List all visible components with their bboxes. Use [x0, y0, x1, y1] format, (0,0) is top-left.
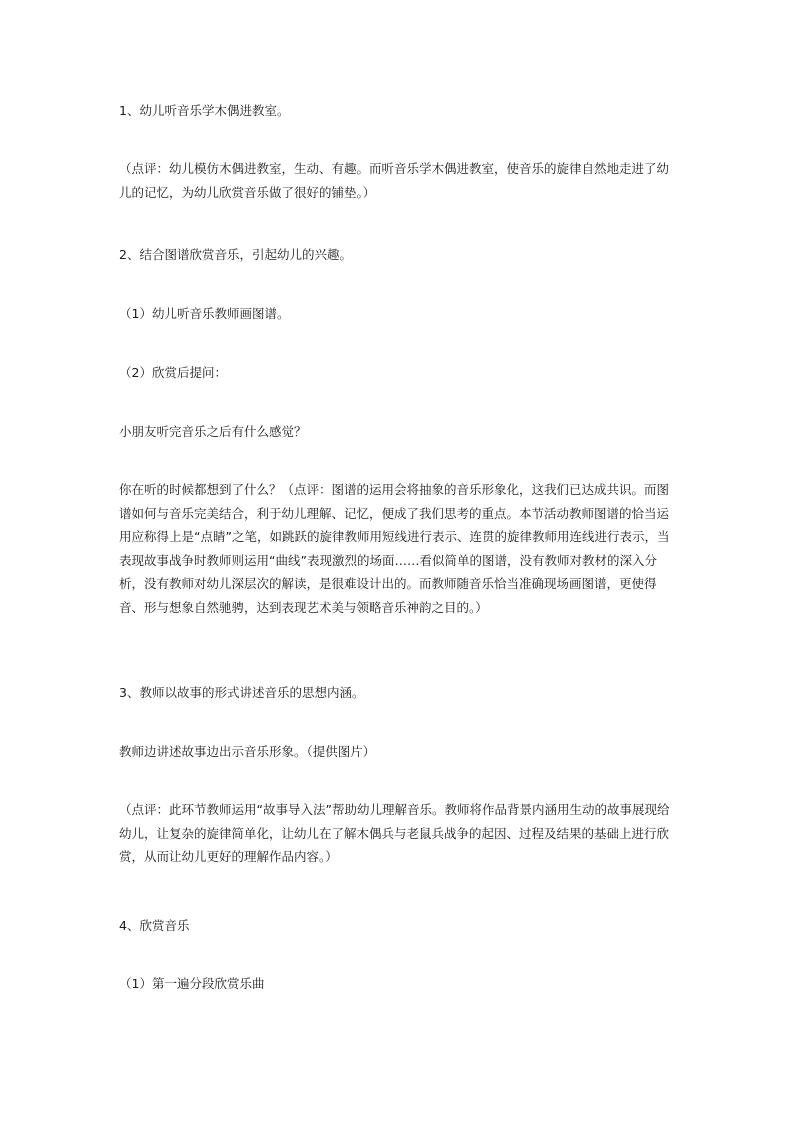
question-paragraph-2: 你在听的时候都想到了什么？（点评：图谱的运用会将抽象的音乐形象化，这我们已达成共识。而图谱如何与音乐完美结合，利于幼儿理解、记忆，便成了我们思考的重点。本节活动教师图谱的恰当运用应称得上是“点睛”之笔，如跳跃的旋律教师用短线进行表示、连贯的旋律教师用连线进行表示，当表现故事战争时教师则运用“曲线”表现激烈的场面……看似简单的图谱，没有教师对教材的深入分析，没有教师对幼儿深层次的解读，是很难设计出的。而教师随音乐恰当准确现场画图谱，更使得音、形与想象自然驰骋，达到表现艺术美与领略音乐神韵之目的。）: [119, 482, 670, 615]
sub-step-4-1: （1）第一遍分段欣赏乐曲: [119, 976, 265, 991]
step-1-heading: 1、幼儿听音乐学木偶进教室。: [119, 103, 290, 118]
sub-step-2-1: （1）幼儿听音乐教师画图谱。: [119, 306, 290, 321]
step-3-heading: 3、教师以故事的形式讲述音乐的思想内涵。: [119, 685, 365, 700]
question-paragraph-1: 小朋友听完音乐之后有什么感觉？: [119, 424, 307, 439]
comment-paragraph-1: （点评：幼儿模仿木偶进教室，生动、有趣。而听音乐学木偶进教室，使音乐的旋律自然地走进了幼儿的记忆，为幼儿欣赏音乐做了很好的铺垫。）: [119, 161, 670, 200]
story-paragraph: 教师边讲述故事边出示音乐形象。（提供图片）: [119, 744, 376, 759]
step-4-heading: 4、欣赏音乐: [119, 918, 190, 933]
step-2-heading: 2、结合图谱欣赏音乐，引起幼儿的兴趣。: [119, 247, 352, 262]
sub-step-2-2: （2）欣赏后提问：: [119, 365, 227, 380]
comment-paragraph-2: （点评：此环节教师运用“故事导入法”帮助幼儿理解音乐。教师将作品背景内涵用生动的故事展现给幼儿，让复杂的旋律简单化，让幼儿在了解木偶兵与老鼠兵战争的起因、过程及结果的基础上进行欣赏，从而让幼儿更好的理解作品内容。）: [119, 802, 670, 864]
